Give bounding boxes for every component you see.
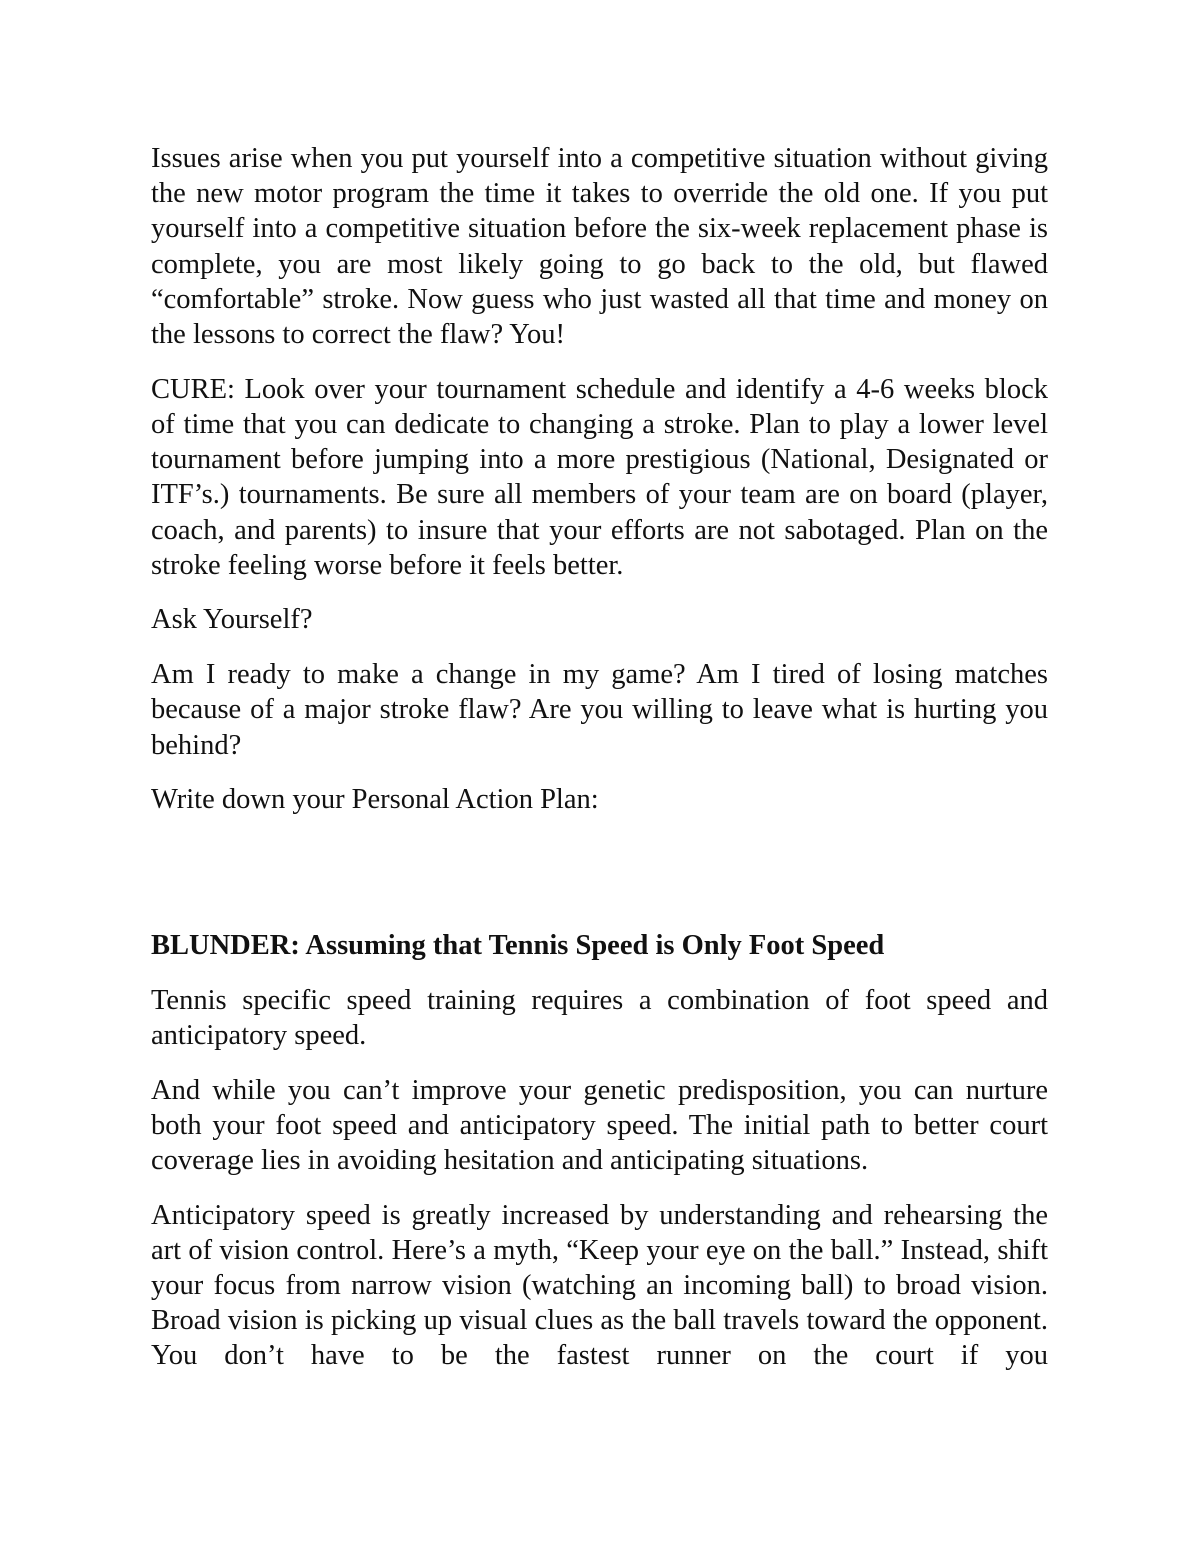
paragraph-genetic-predisposition: And while you can’t improve your genetic predisposition, you can nurture both your foot speed and anticipatory speed. The initial path to better court coverage lies in avoiding hesitation and anticipating situations.	[151, 1074, 1048, 1176]
document-body	[151, 141, 1048, 1393]
paragraph-speed-training: Tennis specific speed training requires a combination of foot speed and anticipatory speed.	[151, 984, 1048, 1051]
paragraph-issues: Issues arise when you put yourself into a competitive situation without giving the new motor program the time it takes to override the old one. If you put yourself into a competitive situation before the six-week replacement phase is complete, you are most likely going to go back to the old, but flawed “comfortable” stroke. Now guess who just wasted all that time and money on the lessons to correct the flaw? You!	[151, 143, 1048, 351]
paragraph-vision-control: Anticipatory speed is greatly increased by understanding and rehearsing the art of vision control. Here’s a myth, “Keep your eye on the ball.” Instead, shift your focus from narrow vision (watching an incoming ball) to broad vision. Broad vision is picking up visual clues as the ball travels toward the opponent. You don’t have to be the fastest runner on the court if you	[151, 1199, 1048, 1372]
paragraph-ask-yourself: Ask Yourself?	[151, 604, 313, 636]
paragraph-cure: CURE: Look over your tournament schedule and identify a 4-6 weeks block of time that you can dedicate to changing a stroke. Plan to play a lower level tournament before jumping into a more prestigious (National, Designated or ITF’s.) tournaments. Be sure all members of your team are on board (player, coach, and parents) to insure that your efforts are not sabotaged. Plan on the stroke feeling worse before it feels better.	[151, 373, 1048, 581]
section-heading: BLUNDER: Assuming that Tennis Speed is Only Foot Speed	[151, 929, 885, 961]
paragraph-action-plan-prompt: Write down your Personal Action Plan:	[151, 784, 599, 816]
action-plan-blank-space	[151, 837, 1048, 928]
paragraph-questions: Am I ready to make a change in my game? Am I tired of losing matches because of a major stroke flaw? Are you willing to leave what is hurting you behind?	[151, 659, 1048, 761]
